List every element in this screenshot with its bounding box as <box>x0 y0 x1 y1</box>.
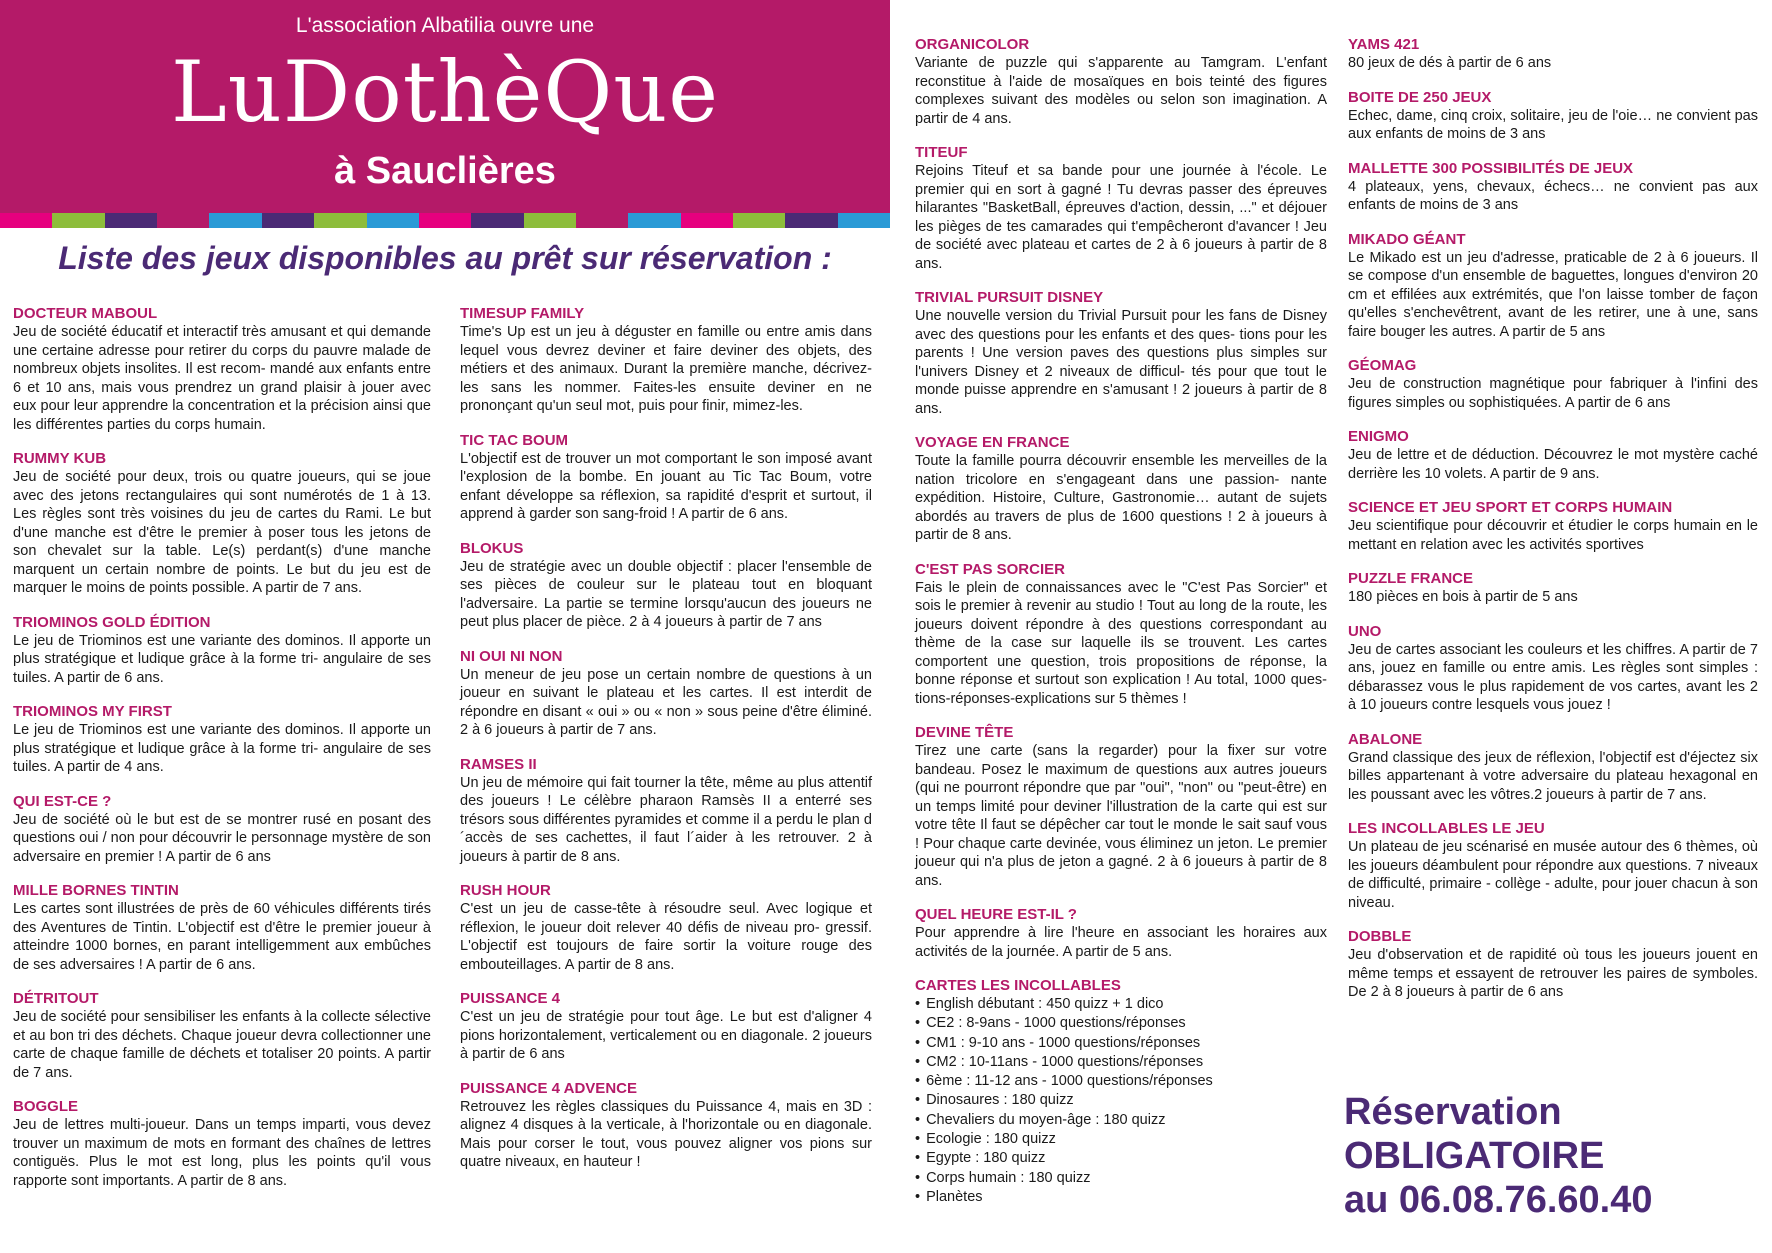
game-title: GÉOMAG <box>1348 357 1417 374</box>
game-description: Jeu de lettres multi-joueur. Dans un temps imparti, vous devez trouver un maximum de mots en formant des chaînes de lettres contiguës. Plus le mot est long, plus les points qu'il vous rapporte sont importants. A partir de 8 ans. <box>13 1117 431 1189</box>
stripe-segment <box>785 213 837 228</box>
game-entry <box>915 144 1327 273</box>
game-title: TRIOMINOS GOLD ÉDITION <box>13 613 211 631</box>
game-description: C'est un jeu de casse-tête à résoudre seul. Avec logique et réflexion, le joueur doit relever 40 défis de niveau pro- gressif. L'objectif est toujours de faire sortir la voiture rouge des embouteillages. A partir de 8 ans. <box>460 901 872 973</box>
game-entry <box>1348 89 1758 144</box>
game-entry <box>1348 160 1758 215</box>
game-title: ABALONE <box>1348 730 1423 748</box>
game-title: DEVINE TÊTE <box>915 724 1014 741</box>
town-name: à Sauclières <box>334 150 556 192</box>
game-description: Jeu de lettre et de déduction. Découvrez le mot mystère caché derrière les 10 volets. A partir de 9 ans. <box>1348 447 1758 482</box>
cartes-item: • English débutant : 450 quizz + 1 dico <box>915 995 1327 1014</box>
game-title: TIC TAC BOUM <box>460 431 569 449</box>
cartes-item: • CE2 : 8-9ans - 1000 questions/réponses <box>915 1014 1327 1033</box>
reservation-line-2: OBLIGATOIRE <box>1344 1135 1605 1177</box>
game-description: Un jeu de mémoire qui fait tourner la tête, même au plus attentif des joueurs ! Le célèbre pharaon Ramsès II a enterré ses trésors sous différentes pyramides et comme il a perdu le plan d´accès de ses cachettes, il faut l´aider à les retrouver. 2 à joueurs à partir de 8 ans. <box>460 774 872 865</box>
games-column-4 <box>1348 36 1758 1018</box>
stripe-segment <box>0 213 52 228</box>
game-description: Le jeu de Triominos est une variante des dominos. Il apporte un plus stratégique et ludique grâce à la forme tri- angulaire de ses tuiles. A partir de 4 ans. <box>13 722 431 775</box>
game-description: Un plateau de jeu scénarisé en musée autour des 6 thèmes, où les joueurs déambulent pour répondre aux questions. 7 niveaux de difficulté, primaire - collège - adulte, pour jouer chacun à son niveau. <box>1348 839 1758 911</box>
reservation-line-1: Réservation <box>1344 1091 1562 1133</box>
game-title: BOITE DE 250 JEUX <box>1348 88 1492 106</box>
stripe-segment <box>262 213 314 228</box>
cartes-item: • Corps humain : 180 quizz <box>915 1169 1327 1188</box>
game-title: TIMESUP FAMILY <box>460 305 585 322</box>
game-title: SCIENCE ET JEU SPORT ET CORPS HUMAIN <box>1348 499 1673 516</box>
game-description: Le jeu de Triominos est une variante des dominos. Il apporte un plus stratégique et ludique grâce à la forme tri- angulaire de ses tuiles. A partir de 6 ans. <box>13 632 431 686</box>
game-description: Rejoins Titeuf et sa bande pour une journée à l'école. Le premier qui en sort à gagné ! Tu devras passer des épreuves hilarantes "BasketBall, épreuves d'action, dessin, ..." et déjouer les pièges de tes camarades qui t'empêcheront d'avancer ! Jeu de société avec plateau et cartes de 2 à 6 joueurs à partir de 8 ans. <box>915 163 1327 272</box>
game-title: RAMSES II <box>460 755 537 773</box>
game-title: TRIOMINOS MY FIRST <box>13 703 172 720</box>
game-description: 4 plateaux, yens, chevaux, échecs… ne convient pas aux enfants de moins de 3 ans <box>1348 178 1758 213</box>
game-entry <box>1348 731 1758 805</box>
cartes-item: • 6ème : 11-12 ans - 1000 questions/réponses <box>915 1072 1327 1091</box>
game-title: LES INCOLLABLES LE JEU <box>1348 820 1545 837</box>
game-title: DÉTRITOUT <box>13 990 99 1007</box>
header-banner <box>0 0 890 213</box>
game-title: C'EST PAS SORCIER <box>915 560 1065 578</box>
stripe-segment <box>681 213 733 228</box>
game-entry <box>1348 357 1758 412</box>
stripe-segment <box>52 213 104 228</box>
stripe-segment <box>471 213 523 228</box>
cartes-item: • Egypte : 180 quizz <box>915 1149 1327 1168</box>
game-description: 180 pièces en bois à partir de 5 ans <box>1348 589 1578 605</box>
game-description: Fais le plein de connaissances avec le "C'est Pas Sorcier" et sois le premier à revenir au studio ! Tout au long de la route, les joueurs doivent répondre à des questions correspondant au thème de la case sur laquelle ils se trouvent. Les cartes comportent une question, trois propositions de réponse, la bonne réponse et surtout son explication ! Au total, 1000 ques- tions-réponses-explications sur 5 thèmes ! <box>915 579 1327 707</box>
game-title: RUMMY KUB <box>13 450 107 467</box>
game-description: Jeu de cartes associant les couleurs et les chiffres. A partir de 7 ans, jouez en famille ou entre amis. Les règles sont simples : débarassez vous le plus rapidement de vos cartes, avant les 2 à 10 joueurs contre lesquels vous jouez ! <box>1348 641 1758 713</box>
game-entry <box>915 906 1327 961</box>
game-entry <box>915 561 1327 709</box>
game-description: Une nouvelle version du Trivial Pursuit pour les fans de Disney avec des questions pour les enfants et des ques- tions pour les parents ! Une version paves des questions plus simples sur l'univers Disney et 2 niveaux de difficul- tés pour que tout le monde puisse apprendre en s'amusant ! 2 joueurs à partir de 8 ans. <box>915 308 1327 417</box>
game-entry <box>460 432 872 524</box>
game-description: Jeu de société où le but est de se montrer rusé en posant des questions oui / non pour découvrir le personnage mystère de son adversaire en premier ! A partir de 6 ans <box>13 811 431 865</box>
stripe-segment <box>367 213 419 228</box>
game-entry <box>915 434 1327 545</box>
cartes-item: • CM2 : 10-11ans - 1000 questions/réponses <box>915 1053 1327 1072</box>
ludotheque-logo: LuDothèQue <box>170 43 720 141</box>
game-title: ENIGMO <box>1348 428 1409 445</box>
stripe-segment <box>733 213 785 228</box>
game-entry <box>460 882 872 974</box>
game-title: YAMS 421 <box>1348 36 1420 53</box>
game-title: MILLE BORNES TINTIN <box>13 882 179 899</box>
game-description: Jeu de société pour sensibiliser les enfants à la collecte sélective et au bon tri des déchets. Chaque joueur devra collectionner une carte de chaque famille de déchets et totaliser 20 points. A partir de 7 ans. <box>13 1009 431 1081</box>
game-title: NI OUI NI NON <box>460 647 563 665</box>
game-title: PUISSANCE 4 ADVENCE <box>460 1079 637 1097</box>
game-entry <box>13 990 431 1082</box>
game-entry <box>13 882 431 974</box>
game-description: Tirez une carte (sans la regarder) pour la fixer sur votre bandeau. Posez le maximum de questions aux autres joueurs (qui ne pourront répondre que par "oui", "non" ou "peut-être) en un temps limité pour deviner l'illustration de la carte qui est sur votre tête Il faut se dépêcher car tout le monde le sait sauf vous ! Pour chaque carte devinée, vous éliminez un jeton. Le premier joueur qui n'a plus de jeton a gagné. 2 à 6 joueurs à partir de 8 ans. <box>915 743 1327 889</box>
game-description: Jeu de société pour deux, trois ou quatre joueurs, qui se joue avec des jetons rectangulaires qui sont numérotés de 1 à 13. Les règles sont très voisines du jeu de cartes du Rami. Le but d'une manche est d'être le premier à poser tous les jetons de son chevalet sur la table. Le(s) perdant(s) d'une manche marquent un certain nombre de points. Le but du jeu est de marquer le moins de points possible. A partir de 7 ans. <box>13 469 431 596</box>
stripe-segment <box>838 213 890 228</box>
game-description: Echec, dame, cinq croix, solitaire, jeu de l'oie… ne convient pas aux enfants de moins de 3 ans <box>1348 107 1758 142</box>
list-subtitle: Liste des jeux disponibles au prêt sur réservation : <box>58 240 832 276</box>
cartes-item: • Planètes <box>915 1188 1327 1207</box>
game-title: TRIVIAL PURSUIT DISNEY <box>915 289 1104 306</box>
game-description: Jeu scientifique pour découvrir et étudier le corps humain en le mettant en relation avec les activités sportives <box>1348 518 1758 553</box>
game-entry <box>1348 623 1758 715</box>
game-entry <box>13 614 431 688</box>
game-description: L'objectif est de trouver un mot comportant le son imposé avant l'explosion de la bombe. En jouant au Tic Tac Boum, votre enfant développe sa réflexion, sa rapidité d'esprit et surtout, il apprend à garder son sang-froid ! A partir de 6 ans. <box>460 450 872 522</box>
stripe-segment <box>576 213 628 228</box>
game-entry <box>915 724 1327 890</box>
game-entry <box>1348 928 1758 1002</box>
game-description: Jeu d'observation et de rapidité où tous les joueurs jouent en même temps et essayent de retrouver les paires de symboles. De 2 à 8 joueurs à partir de 6 ans <box>1348 947 1758 1000</box>
game-entry <box>1348 231 1758 342</box>
color-stripe <box>0 213 890 228</box>
game-entry <box>1348 428 1758 483</box>
cartes-item: • Chevaliers du moyen-âge : 180 quizz <box>915 1111 1327 1130</box>
game-entry <box>13 793 431 867</box>
stripe-segment <box>419 213 471 228</box>
game-title: VOYAGE EN FRANCE <box>915 434 1070 451</box>
game-title: DOBBLE <box>1348 928 1412 945</box>
stripe-segment <box>157 213 209 228</box>
stripe-segment <box>314 213 366 228</box>
game-description: Jeu de stratégie avec un double objectif : placer l'ensemble de ses pièces de couleur sur le plateau tout en bloquant l'adversaire. La partie se termine lorsqu'aucun des joueurs ne peut plus placer de pièce. 2 à 4 joueurs à partir de 7 ans <box>460 558 872 630</box>
game-description: Toute la famille pourra découvrir ensemble les merveilles de la nation tricolore en s'engageant dans une passion- nante expédition. Histoire, Culture, Gastronomie… autant de sujets abordés au travers de plus de 1600 questions ! 2 à joueurs à partir de 8 ans. <box>915 453 1327 543</box>
game-description: Le Mikado est un jeu d'adresse, praticable de 2 à 6 joueurs. Il se compose d'un ensemble de baguettes, longues d'environ 20 cm et effilées aux extrémités, que l'on laisse tomber de façon qu'elles s'enchevêtrent, avant de les retirer, une à une, sans faire bouger les autres. A partir de 5 ans <box>1348 249 1758 340</box>
games-column-3 <box>915 36 1327 1223</box>
game-entry <box>460 540 872 632</box>
reservation-phone: au 06.08.76.60.40 <box>1344 1179 1653 1221</box>
game-title: QUI EST-CE ? <box>13 792 112 810</box>
game-description: Jeu de société éducatif et interactif très amusant et qui demande une certaine adresse pour retirer du corps du pauvre malade de nombreux objets insolites. Il est recom- mandé aux enfants entre 6 et 10 ans, mais vous prendrez un grand plaisir à jouer avec eux pour leur apprendre la concentration et la précision ainsi que les différentes parties du corps humain. <box>13 324 431 433</box>
game-title: MALLETTE 300 POSSIBILITÉS DE JEUX <box>1348 159 1634 177</box>
cartes-list <box>915 995 1327 1207</box>
stripe-segment <box>524 213 576 228</box>
game-description: 80 jeux de dés à partir de 6 ans <box>1348 55 1552 71</box>
game-title: DOCTEUR MABOUL <box>13 305 158 322</box>
game-title: UNO <box>1348 622 1382 640</box>
game-title: TITEUF <box>915 144 968 161</box>
game-title: BLOKUS <box>460 539 524 557</box>
game-entry <box>1348 820 1758 912</box>
game-entry <box>460 1080 872 1172</box>
game-entry <box>13 305 431 434</box>
games-column-1 <box>13 305 431 1206</box>
game-description: Un meneur de jeu pose un certain nombre de questions à un joueur en suivant le plateau et les cartes. Il est interdit de répondre en disant « oui » ou « non » sous peine d'être éliminé. 2 à 6 joueurs à partir de 7 ans. <box>460 666 872 738</box>
game-entry <box>460 305 872 416</box>
game-entry <box>13 450 431 598</box>
game-description: Time's Up est un jeu à déguster en famille ou entre amis dans lequel vous devrez deviner et faire deviner des objets, des métiers et des animaux. Durant la première manche, décrivez-les sans les nommer. Faites-les ensuite deviner en ne prononçant qu'un seul mot, puis pour finir, mimez-les. <box>460 324 872 414</box>
cartes-incollables <box>915 977 1327 1207</box>
game-description: C'est un jeu de stratégie pour tout âge. Le but est d'aligner 4 pions horizontalement, verticalement ou en diagonale. 2 joueurs à partir de 6 ans <box>460 1009 872 1062</box>
game-entry <box>1348 570 1758 607</box>
game-title: BOGGLE <box>13 1098 79 1115</box>
stripe-segment <box>105 213 157 228</box>
game-entry <box>1348 499 1758 554</box>
game-title: QUEL HEURE EST-IL ? <box>915 906 1077 923</box>
game-entry <box>13 1098 431 1190</box>
game-description: Les cartes sont illustrées de près de 60 véhicules différents tirés des Aventures de Tintin. L'objectif est d'être le premier joueur à atteindre 1000 bornes, en parant intelligemment aux embûches de ses adversaires ! A partir de 6 ans. <box>13 901 431 973</box>
game-entry <box>915 36 1327 128</box>
game-description: Grand classique des jeux de réflexion, l'objectif est d'éjectez six billes appartenant à votre adversaire du plateau hexagonal en les poussant avec les vôtres.2 joueurs à partir de 7 ans. <box>1348 749 1758 803</box>
games-column-2 <box>460 305 872 1188</box>
game-description: Retrouvez les règles classiques du Puissance 4, mais en 3D : alignez 4 disques à la verticale, à l'horizontale ou en diagonale. Mais pour corser le tout, vous pouvez aligner vos pions sur quatre niveaux, en hauteur ! <box>460 1098 872 1170</box>
cartes-title: CARTES LES INCOLLABLES <box>915 977 1121 994</box>
stripe-segment <box>209 213 261 228</box>
game-title: PUISSANCE 4 <box>460 990 561 1007</box>
game-description: Variante de puzzle qui s'apparente au Tamgram. L'enfant reconstitue à l'aide de mosaïques en bois teinté des figures complexes suivant des modèles ou selon son imagination. A partir de 4 ans. <box>915 55 1327 127</box>
game-description: Jeu de construction magnétique pour fabriquer à l'infini des figures simples ou sophistiquées. A partir de 6 ans <box>1348 376 1758 411</box>
cartes-item: • CM1 : 9-10 ans - 1000 questions/réponses <box>915 1034 1327 1053</box>
game-entry <box>460 756 872 867</box>
cartes-item: • Dinosaures : 180 quizz <box>915 1091 1327 1110</box>
game-entry <box>460 990 872 1064</box>
cartes-item: • Ecologie : 180 quizz <box>915 1130 1327 1149</box>
game-entry <box>1348 36 1758 73</box>
game-title: ORGANICOLOR <box>915 36 1030 53</box>
game-title: MIKADO GÉANT <box>1348 230 1466 248</box>
stripe-segment <box>628 213 680 228</box>
intro-text: L'association Albatilia ouvre une <box>295 14 595 37</box>
game-entry <box>915 289 1327 418</box>
game-description: Pour apprendre à lire l'heure en associant les horaires aux activités de la journée. A partir de 5 ans. <box>915 925 1327 960</box>
game-entry <box>460 648 872 740</box>
reservation-notice <box>1344 1090 1652 1222</box>
game-title: PUZZLE FRANCE <box>1348 570 1473 587</box>
game-entry <box>13 703 431 777</box>
game-title: RUSH HOUR <box>460 882 551 899</box>
